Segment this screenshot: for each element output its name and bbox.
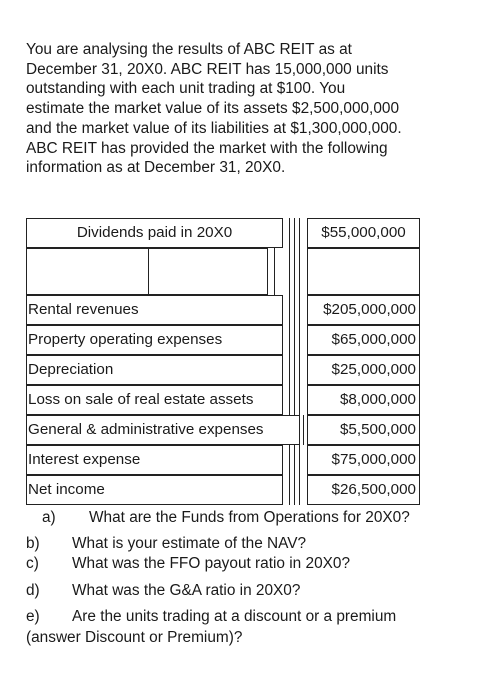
row-label: Interest expense	[26, 445, 283, 475]
intro-line: ABC REIT has provided the market with the following	[26, 139, 388, 157]
row-value: $26,500,000	[307, 475, 420, 505]
table-row	[26, 355, 420, 385]
question-marker: b)	[26, 535, 40, 552]
question-marker: c)	[26, 555, 39, 572]
divider-line	[274, 248, 275, 295]
divider-line	[299, 248, 300, 295]
question-marker: a)	[42, 509, 56, 526]
row-label: Net income	[26, 475, 283, 505]
divider-line	[294, 475, 295, 505]
header-value-cell	[307, 218, 420, 248]
question-text: What was the G&A ratio in 20X0?	[72, 582, 301, 599]
question-text: What is your estimate of the NAV?	[72, 535, 307, 552]
divider-line	[299, 385, 300, 415]
header-label-cell	[26, 218, 283, 248]
row-value: $205,000,000	[307, 295, 420, 325]
divider-line	[294, 325, 295, 355]
intro-line: You are analysing the results of ABC REIT as at	[26, 41, 352, 58]
row-value: $8,000,000	[307, 385, 420, 415]
divider-line	[299, 475, 300, 505]
divider-line	[303, 415, 304, 445]
table-row	[26, 385, 420, 415]
divider-line	[289, 295, 290, 325]
divider-line	[299, 295, 300, 325]
question-marker: d)	[26, 582, 40, 599]
blank-cell	[26, 248, 149, 295]
row-label: Loss on sale of real estate assets	[26, 385, 283, 415]
divider-line	[289, 475, 290, 505]
table-row	[26, 325, 420, 355]
divider-line	[289, 325, 290, 355]
divider-line	[289, 218, 290, 248]
table-header-row	[26, 218, 420, 248]
divider-line	[289, 445, 290, 475]
divider-line	[299, 445, 300, 475]
divider-line	[289, 248, 290, 295]
row-label: Rental revenues	[26, 295, 283, 325]
divider-line	[294, 355, 295, 385]
row-value: $5,500,000	[307, 415, 420, 445]
intro-line: December 31, 20X0. ABC REIT has 15,000,000 units	[26, 60, 389, 78]
divider-line	[294, 248, 295, 295]
question-marker: e)	[26, 608, 40, 625]
row-value: $65,000,000	[307, 325, 420, 355]
table-row	[26, 295, 420, 325]
divider-line	[299, 218, 300, 248]
intro-line: information as at December 31, 20X0.	[26, 159, 286, 177]
divider-line	[294, 445, 295, 475]
divider-line	[294, 218, 295, 248]
divider-line	[289, 355, 290, 385]
row-label: Property operating expenses	[26, 325, 283, 355]
blank-cell	[148, 248, 268, 295]
table-row	[26, 445, 420, 475]
divider-line	[299, 355, 300, 385]
header-value: $55,000,000	[321, 224, 406, 242]
question-intro	[26, 40, 466, 178]
intro-line: and the market value of its liabilities at $1,300,000,000.	[26, 119, 402, 137]
question-text: What are the Funds from Operations for 20X0?	[89, 509, 410, 526]
question-text: Are the units trading at a discount or a premium	[72, 608, 397, 625]
intro-line: estimate the market value of its assets $2,500,000,000	[26, 100, 400, 118]
row-label: Depreciation	[26, 355, 283, 385]
header-label: Dividends paid in 20X0	[76, 224, 233, 242]
row-value: $25,000,000	[307, 355, 420, 385]
table-row	[26, 475, 420, 505]
blank-cell	[307, 248, 420, 295]
divider-line	[294, 295, 295, 325]
question-text: (answer Discount or Premium)?	[26, 629, 243, 646]
divider-line	[299, 325, 300, 355]
table-blank-row	[26, 248, 420, 295]
table-row	[26, 415, 420, 445]
divider-line	[294, 385, 295, 415]
question-text: What was the FFO payout ratio in 20X0?	[72, 555, 351, 572]
intro-line: outstanding with each unit trading at $100. You	[26, 80, 346, 98]
divider-line	[289, 385, 290, 415]
row-label: General & administrative expenses	[26, 415, 300, 445]
row-value: $75,000,000	[307, 445, 420, 475]
